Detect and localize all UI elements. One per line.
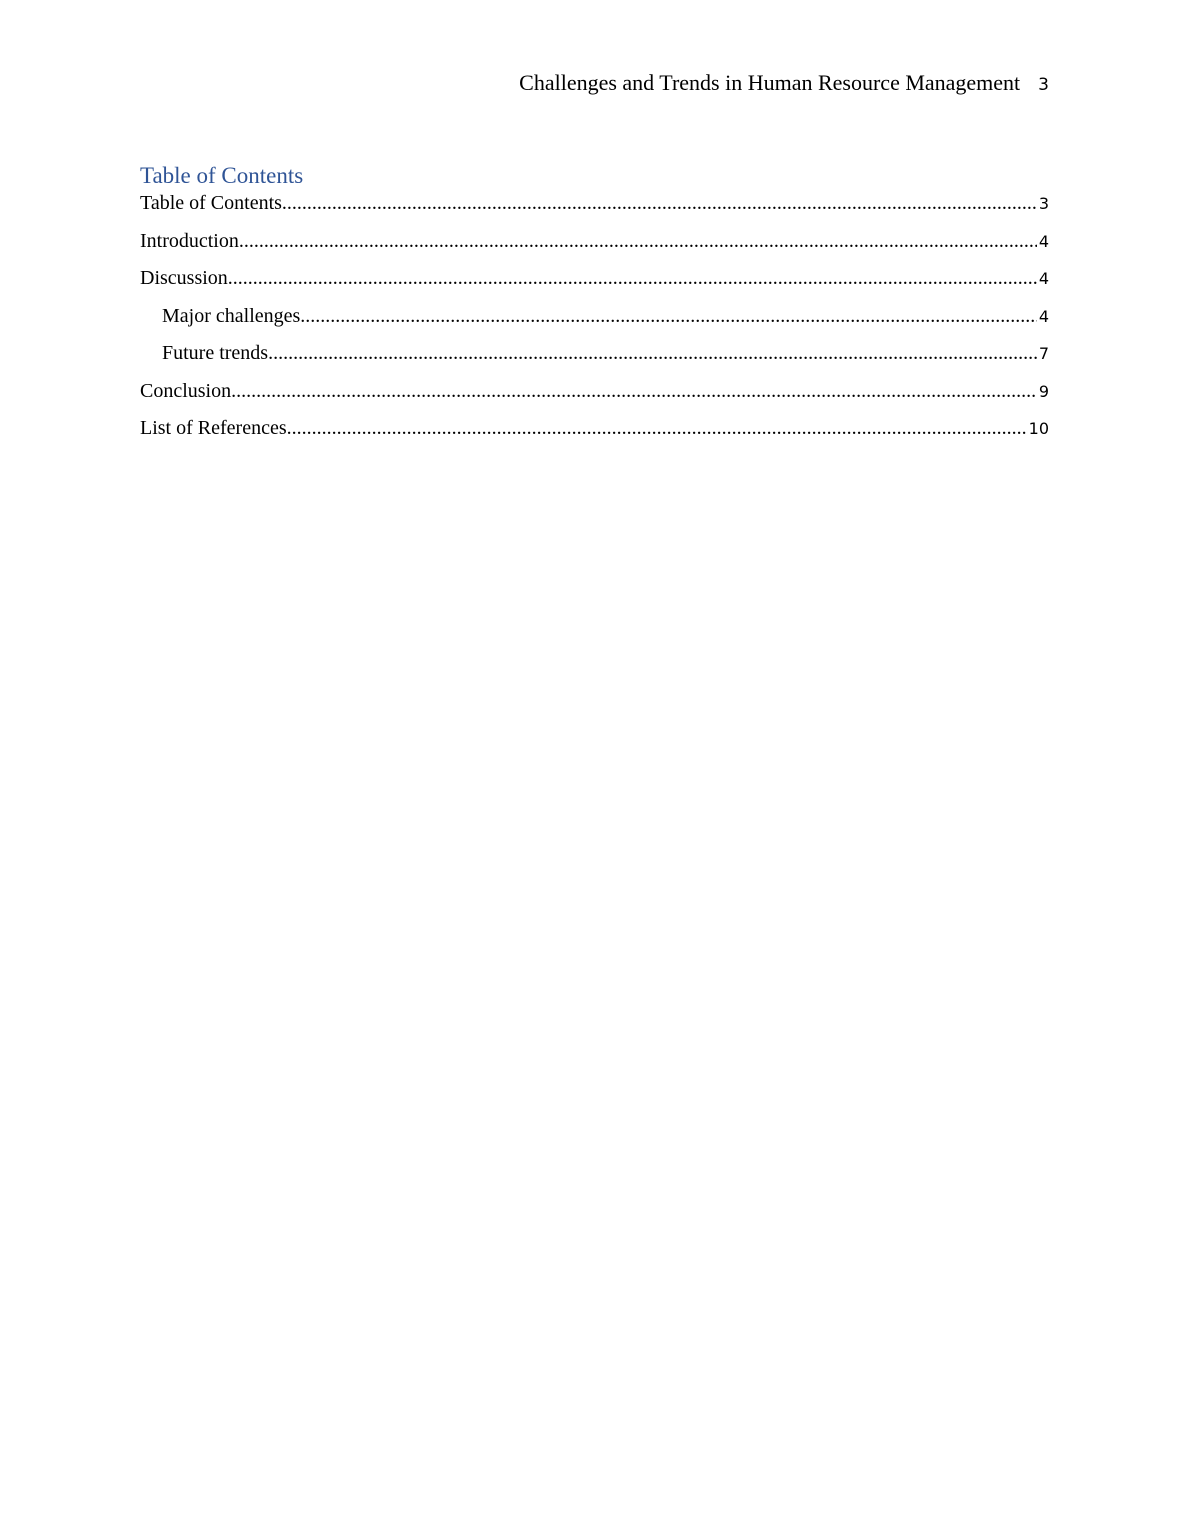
running-title: Challenges and Trends in Human Resource Management	[519, 70, 1021, 95]
toc-entry-text: Table of Contents	[140, 192, 282, 214]
toc-entry-text: Major challenges	[162, 304, 301, 327]
toc-entry-page: 4	[1038, 231, 1049, 251]
toc-entry-page: 10	[1028, 419, 1049, 438]
toc-entry-text: List of References	[140, 417, 287, 439]
toc-entry-table-of-contents[interactable]	[140, 192, 1049, 230]
toc-dot-leader	[300, 305, 1037, 328]
toc-dot-leader	[239, 230, 1037, 253]
toc-entry-text: Future trends	[162, 342, 269, 364]
toc-entry-page: 4	[1038, 269, 1049, 288]
toc-dot-leader	[231, 380, 1037, 403]
toc-entry-conclusion[interactable]	[140, 380, 1049, 418]
toc-list	[140, 192, 1049, 455]
toc-dot-leader	[268, 342, 1037, 365]
toc-dot-leader	[228, 267, 1037, 290]
page-header	[519, 70, 1049, 96]
toc-entry-discussion[interactable]	[140, 267, 1049, 305]
toc-entry-text: Conclusion	[140, 379, 232, 402]
toc-dot-leader	[287, 417, 1027, 440]
toc-entry-major-challenges[interactable]	[140, 305, 1049, 343]
header-page-number: 3	[1038, 75, 1049, 95]
toc-entry-text: Discussion	[140, 267, 228, 289]
toc-entry-future-trends[interactable]	[140, 342, 1049, 380]
toc-heading: Table of Contents	[140, 163, 304, 188]
toc-entry-introduction[interactable]	[140, 230, 1049, 268]
toc-entry-page: 4	[1038, 306, 1049, 326]
toc-entry-text: Introduction	[140, 229, 239, 252]
toc-dot-leader	[282, 192, 1037, 215]
toc-entry-list-of-references[interactable]	[140, 417, 1049, 455]
toc-entry-page: 7	[1038, 344, 1049, 363]
toc-entry-page: 9	[1038, 381, 1049, 401]
toc-entry-page: 3	[1038, 194, 1049, 213]
